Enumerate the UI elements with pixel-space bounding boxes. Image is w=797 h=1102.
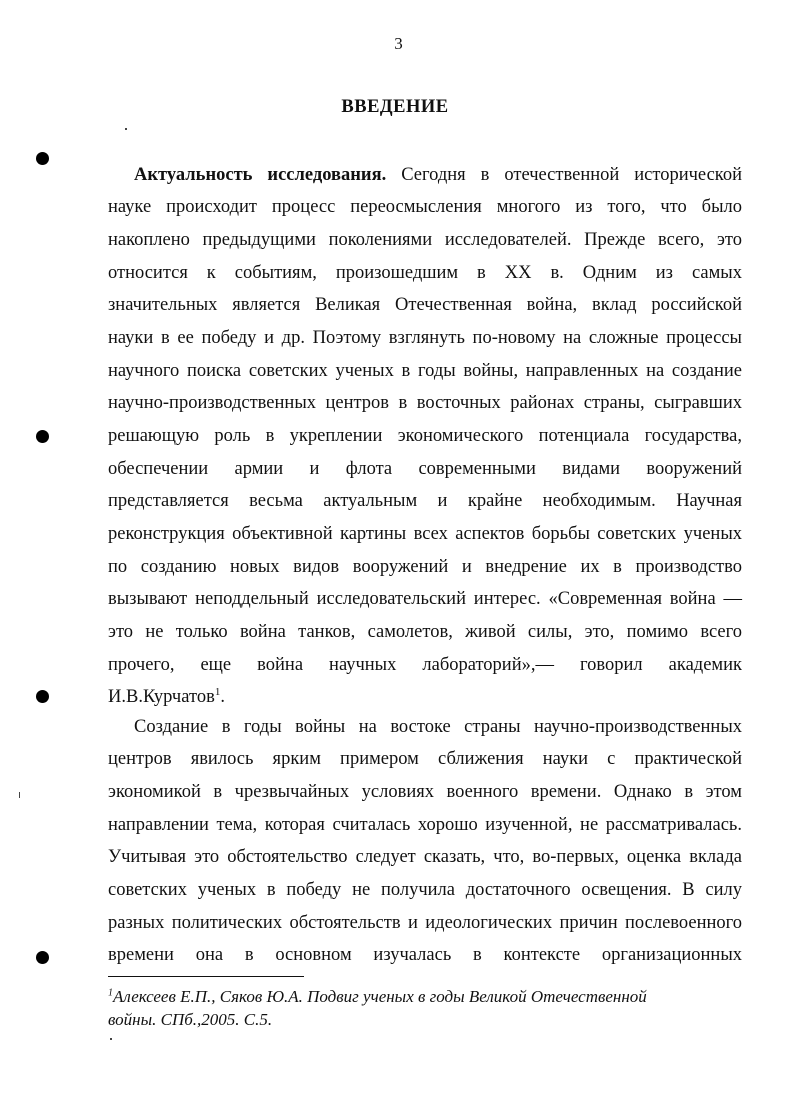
paragraph-line: направлении тема, которая считалась хорошо изученной, не рассматривалась. [108, 815, 742, 835]
page-number: 3 [394, 34, 403, 53]
paragraph-line: времени она в основном изучалась в контексте организационных [108, 945, 742, 965]
paragraph-line: прочего, еще война научных лабораторий»,— говорил академик [108, 655, 742, 675]
binder-hole-mark [36, 951, 49, 964]
footnote-line [108, 985, 728, 1008]
footnote-reference[interactable]: 1 [214, 685, 221, 698]
binder-hole-mark [36, 690, 49, 703]
paragraph-text: . [220, 687, 225, 707]
paragraph-text: Сегодня в отечественной исторической [386, 165, 742, 185]
paragraph-line: представляется весьма актуальным и крайне необходимым. Научная [108, 491, 742, 511]
footnote [108, 985, 728, 1031]
paragraph-line: реконструкция объективной картины всех аспектов борьбы советских ученых [108, 524, 742, 544]
footnote-text: Алексеев Е.П., Сяков Ю.А. Подвиг ученых в годы Великой Отечественной [113, 987, 647, 1006]
paragraph-line: решающую роль в укреплении экономического потенциала государства, [108, 426, 742, 446]
paragraph-line: советских ученых в победу не получила достаточного освещения. В силу [108, 880, 742, 900]
paragraph-line: центров явилось ярким примером сближения науки с практической [108, 749, 742, 769]
paragraph-line: экономикой в чрезвычайных условиях военного времени. Однако в этом [108, 782, 742, 802]
paragraph-line: значительных является Великая Отечественная война, вклад российской [108, 295, 742, 315]
paragraph-line: Создание в годы войны на востоке страны научно-производственных [134, 717, 742, 737]
page-title: ВВЕДЕНИЕ [341, 97, 449, 117]
footnote-line: войны. СПб.,2005. С.5. [108, 1010, 273, 1029]
binder-hole-mark [36, 430, 49, 443]
paragraph-line [108, 681, 742, 713]
footnote-marker: 1 [108, 987, 113, 999]
paragraph-line: по созданию новых видов вооружений и внедрение их в производство [108, 557, 742, 577]
paragraph-line: накоплено предыдущими поколениями исследователей. Прежде всего, это [108, 230, 742, 250]
paragraph-line: науки в ее победу и др. Поэтому взглянуть по-новому на сложные процессы [108, 328, 742, 348]
paragraph-line: это не только война танков, самолетов, живой силы, это, помимо всего [108, 622, 742, 642]
footnote-divider [108, 976, 304, 977]
paragraph-line: разных политических обстоятельств и идеологических причин послевоенного [108, 913, 742, 933]
scan-speck [19, 792, 20, 798]
paragraph-line: науке происходит процесс переосмысления многого из того, что было [108, 197, 742, 217]
paragraph-line [134, 159, 742, 191]
paragraph-line: научного поиска советских ученых в годы войны, направленных на создание [108, 361, 742, 381]
binder-hole-mark [36, 152, 49, 165]
paragraph-line: обеспечении армии и флота современными видами вооружений [108, 459, 742, 479]
scan-speck [110, 1038, 112, 1040]
paragraph-line: научно-производственных центров в восточных районах страны, сыгравших [108, 393, 742, 413]
author-name: И.В.Курчатов [108, 687, 215, 707]
paragraph-line: вызывают неподдельный исследовательский интерес. «Современная война — [108, 589, 742, 609]
paragraph-line: Учитывая это обстоятельство следует сказать, что, во-первых, оценка вклада [108, 847, 742, 867]
section-lead: Актуальность исследования. [134, 165, 387, 185]
scan-speck [125, 128, 127, 130]
paragraph-line: относится к событиям, произошедшим в XX в. Одним из самых [108, 263, 742, 283]
